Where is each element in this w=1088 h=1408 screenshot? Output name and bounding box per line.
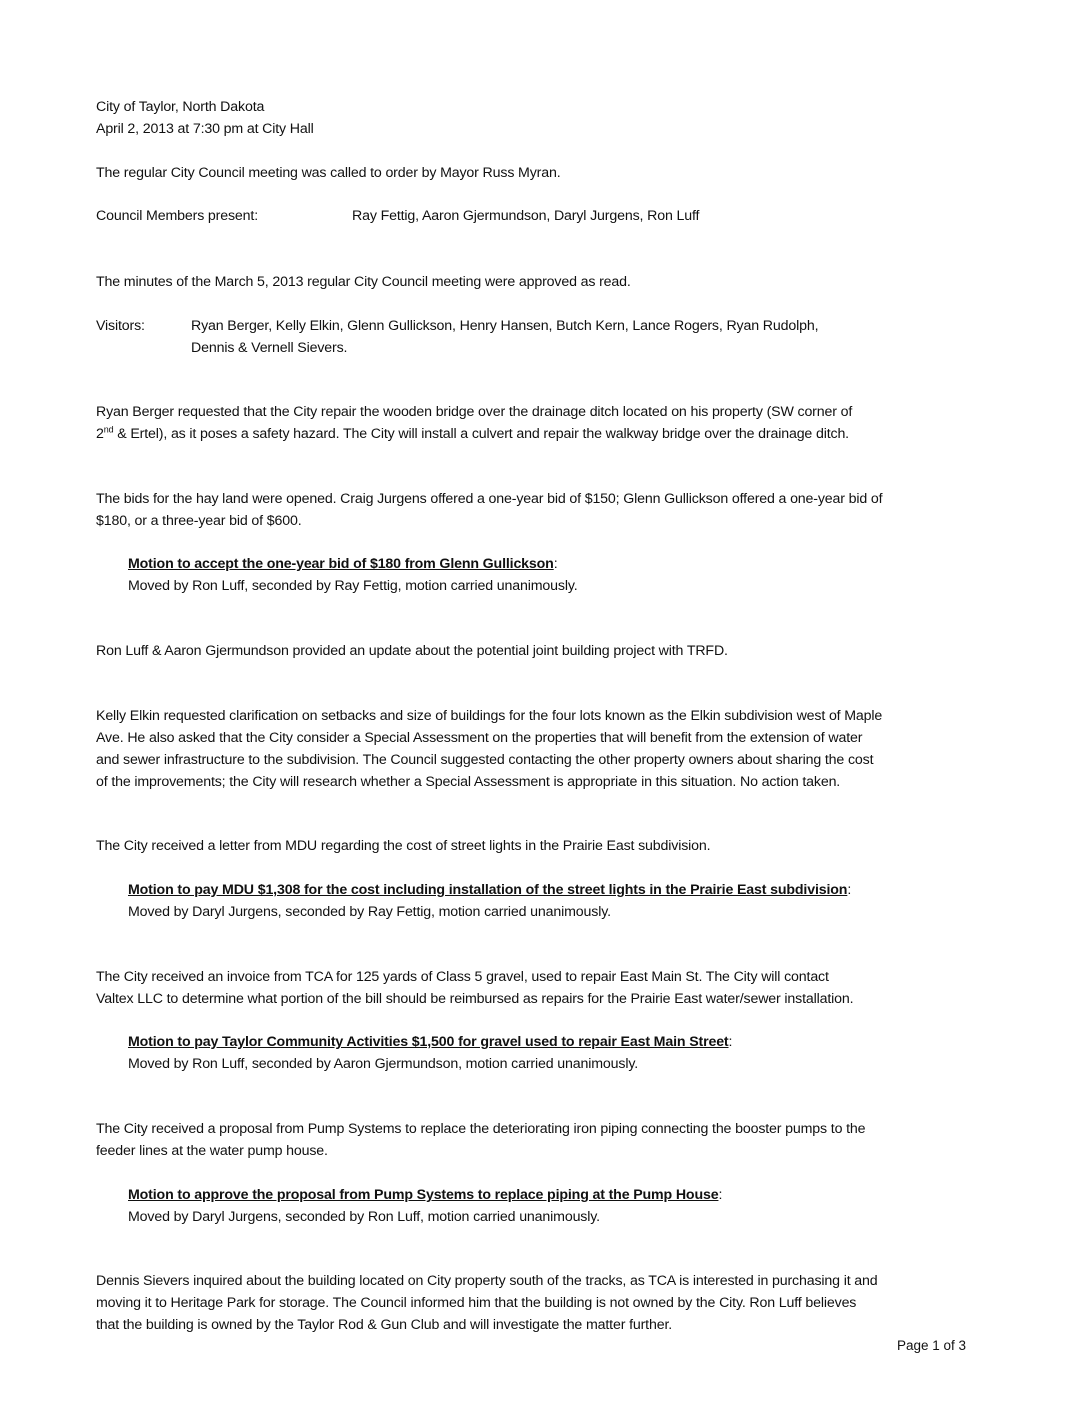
city-header: City of Taylor, North Dakota (96, 99, 265, 115)
bridge-paragraph-line-1: Ryan Berger requested that the City repair the wooden bridge over the drainage ditch located on his property (SW corner of (96, 404, 853, 420)
elkin-paragraph-line-1: Kelly Elkin requested clarification on setbacks and size of buildings for the four lots known as the Elkin subdivision west of Maple (96, 708, 883, 724)
visitors-list-line-2: Dennis & Vernell Sievers. (191, 340, 348, 356)
mdu-motion-title: Motion to pay MDU $1,308 for the cost including installation of the street lights in the Prairie East subdivision (128, 882, 848, 898)
sievers-paragraph-line-2: moving it to Heritage Park for storage. The Council informed him that the building is not owned by the City. Ron Luff believes (96, 1295, 857, 1311)
tca-invoice-line-1: The City received an invoice from TCA for 125 yards of Class 5 gravel, used to repair East Main St. The City will contact (96, 969, 829, 985)
meeting-date-header: April 2, 2013 at 7:30 pm at City Hall (96, 121, 314, 137)
hay-motion: Motion to accept the one-year bid of $180 from Glenn Gullickson: (128, 556, 558, 572)
hay-bids-line-1: The bids for the hay land were opened. Craig Jurgens offered a one-year bid of $150; Glenn Gullickson offered a one-year bid of (96, 491, 883, 507)
mdu-letter-text: The City received a letter from MDU regarding the cost of street lights in the Prairie East subdivision. (96, 838, 711, 854)
visitors-label: Visitors: (96, 318, 145, 334)
mdu-motion: Motion to pay MDU $1,308 for the cost including installation of the street lights in the Prairie East subdivision: (128, 882, 852, 898)
tca-motion: Motion to pay Taylor Community Activities $1,500 for gravel used to repair East Main Street: (128, 1034, 733, 1050)
hay-motion-moved: Moved by Ron Luff, seconded by Ray Fettig, motion carried unanimously. (128, 578, 578, 594)
pump-proposal-line-2: feeder lines at the water pump house. (96, 1143, 328, 1159)
call-to-order-text: The regular City Council meeting was called to order by Mayor Russ Myran. (96, 165, 561, 181)
tca-motion-title: Motion to pay Taylor Community Activities $1,500 for gravel used to repair East Main Street (128, 1034, 729, 1050)
bridge-street-number: 2 (96, 426, 104, 442)
sievers-paragraph-line-1: Dennis Sievers inquired about the building located on City property south of the tracks, as TCA is interested in purchasing it and (96, 1273, 878, 1289)
pump-motion: Motion to approve the proposal from Pump Systems to replace piping at the Pump House: (128, 1187, 723, 1203)
bridge-paragraph-line-2 (96, 423, 849, 445)
hay-bids-line-2: $180, or a three-year bid of $600. (96, 513, 302, 529)
elkin-paragraph-line-2: Ave. He also asked that the City consider a Special Assessment on the properties that will benefit from the extension of water (96, 730, 863, 746)
mdu-motion-moved: Moved by Daryl Jurgens, seconded by Ray Fettig, motion carried unanimously. (128, 904, 611, 920)
page-number: Page 1 of 3 (897, 1338, 967, 1353)
pump-motion-moved: Moved by Daryl Jurgens, seconded by Ron Luff, motion carried unanimously. (128, 1209, 600, 1225)
visitors-list-line-1: Ryan Berger, Kelly Elkin, Glenn Gullickson, Henry Hansen, Butch Kern, Lance Rogers, Ryan Rudolph, (191, 318, 819, 334)
tca-invoice-line-2: Valtex LLC to determine what portion of the bill should be reimbursed as repairs for the Prairie East water/sewer installation. (96, 991, 854, 1007)
elkin-paragraph-line-4: of the improvements; the City will research whether a Special Assessment is appropriate in this situation. No action taken. (96, 774, 841, 790)
elkin-paragraph-line-3: and sewer infrastructure to the subdivision. The Council suggested contacting the other property owners about sharing the cost (96, 752, 874, 768)
council-members-label: Council Members present: (96, 208, 258, 224)
hay-motion-title: Motion to accept the one-year bid of $180 from Glenn Gullickson (128, 556, 554, 572)
pump-motion-title: Motion to approve the proposal from Pump Systems to replace piping at the Pump House (128, 1187, 719, 1203)
trfd-update-text: Ron Luff & Aaron Gjermundson provided an update about the potential joint building project with TRFD. (96, 643, 728, 659)
minutes-approval-text: The minutes of the March 5, 2013 regular City Council meeting were approved as read. (96, 274, 631, 290)
sievers-paragraph-line-3: that the building is owned by the Taylor Rod & Gun Club and will investigate the matter further. (96, 1317, 673, 1333)
bridge-paragraph-rest: & Ertel), as it poses a safety hazard. The City will install a culvert and repair the walkway bridge over the drainage ditch. (113, 426, 849, 442)
pump-proposal-line-1: The City received a proposal from Pump Systems to replace the deteriorating iron piping connecting the booster pumps to the (96, 1121, 866, 1137)
tca-motion-moved: Moved by Ron Luff, seconded by Aaron Gjermundson, motion carried unanimously. (128, 1056, 638, 1072)
council-members-list: Ray Fettig, Aaron Gjermundson, Daryl Jurgens, Ron Luff (352, 208, 700, 224)
bridge-street-ordinal: nd (103, 424, 114, 435)
